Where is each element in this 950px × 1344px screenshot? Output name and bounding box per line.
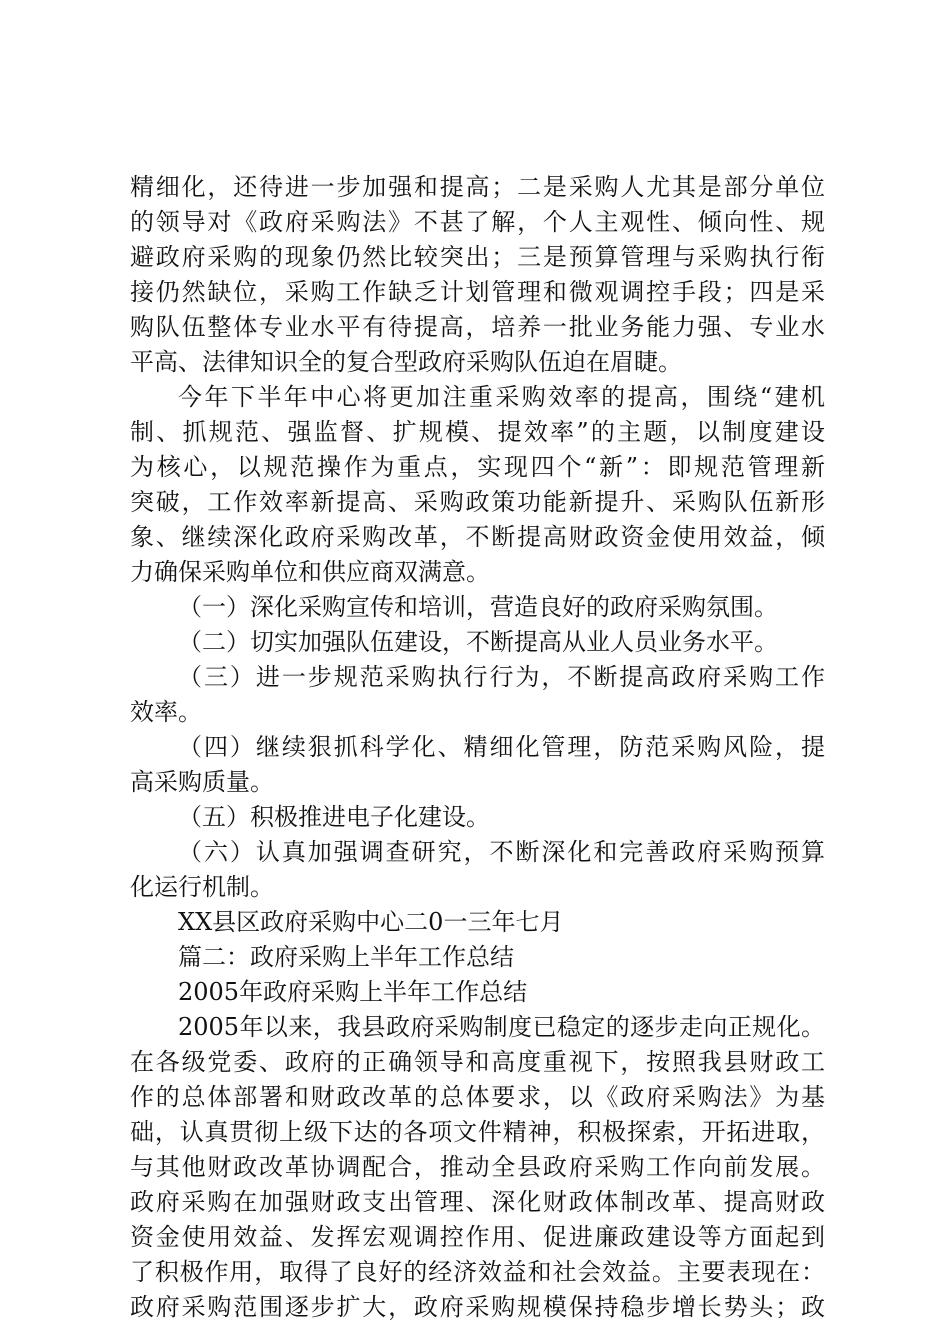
text-line: 资金使用效益、发挥宏观调控作用、促进廉政建设等方面起到 <box>130 1223 825 1251</box>
text-line: 平高、法律知识全的复合型政府采购队伍迫在眉睫。 <box>130 348 682 376</box>
list-item: （三）进一步规范采购执行行为，不断提高政府采购工作 <box>178 663 825 691</box>
section-heading: 篇二：政府采购上半年工作总结 <box>178 943 514 971</box>
text-line: 力确保采购单位和供应商双满意。 <box>130 558 490 586</box>
text-line: 为核心，以规范操作为重点，实现四个“新”：即规范管理新 <box>130 453 825 481</box>
signature-line: XX县区政府采购中心二0一三年七月 <box>178 908 564 936</box>
text-line: 政府采购在加强财政支出管理、深化财政体制改革、提高财政 <box>130 1188 825 1216</box>
text-line: 在各级党委、政府的正确领导和高度重视下，按照我县财政工 <box>130 1048 825 1076</box>
text-line: 化运行机制。 <box>130 873 274 901</box>
text-line: 购队伍整体专业水平有待提高，培养一批业务能力强、专业水 <box>130 313 825 341</box>
list-item: （五）积极推进电子化建设。 <box>178 803 490 831</box>
text-line: 政府采购范围逐步扩大，政府采购规模保持稳步增长势头；政 <box>130 1293 825 1321</box>
list-item: （四）继续狠抓科学化、精细化管理，防范采购风险，提 <box>178 733 825 761</box>
list-item: （六）认真加强调查研究，不断深化和完善政府采购预算 <box>178 838 825 866</box>
text-line: 作的总体部署和财政改革的总体要求，以《政府采购法》为基 <box>130 1083 825 1111</box>
text-line: 效率。 <box>130 698 202 726</box>
text-line: 精细化，还待进一步加强和提高；二是采购人尤其是部分单位 <box>130 173 825 201</box>
text-line: 避政府采购的现象仍然比较突出；三是预算管理与采购执行衔 <box>130 243 825 271</box>
paragraph-first-line: 2005年以来，我县政府采购制度已稳定的逐步走向正规化。 <box>178 1013 825 1041</box>
text-line: 制、抓规范、强监督、扩规模、提效率”的主题，以制度建设 <box>130 418 825 446</box>
text-line: 接仍然缺位，采购工作缺乏计划管理和微观调控手段；四是采 <box>130 278 825 306</box>
text-line: 与其他财政改革协调配合，推动全县政府采购工作向前发展。 <box>130 1153 825 1181</box>
text-line: 础，认真贯彻上级下达的各项文件精神，积极探索，开拓进取， <box>130 1118 825 1146</box>
paragraph-first-line: 今年下半年中心将更加注重采购效率的提高，围绕“建机 <box>178 383 825 411</box>
text-line: 的领导对《政府采购法》不甚了解，个人主观性、倾向性、规 <box>130 208 825 236</box>
list-item: （二）切实加强队伍建设，不断提高从业人员业务水平。 <box>178 628 778 656</box>
text-line: 象、继续深化政府采购改革，不断提高财政资金使用效益，倾 <box>130 523 825 551</box>
text-line: 突破，工作效率新提高、采购政策功能新提升、采购队伍新形 <box>130 488 825 516</box>
text-line: 了积极作用，取得了良好的经济效益和社会效益。主要表现在： <box>130 1258 825 1286</box>
text-line: 高采购质量。 <box>130 768 274 796</box>
list-item: （一）深化采购宣传和培训，营造良好的政府采购氛围。 <box>178 593 778 621</box>
document-title: 2005年政府采购上半年工作总结 <box>178 978 528 1006</box>
